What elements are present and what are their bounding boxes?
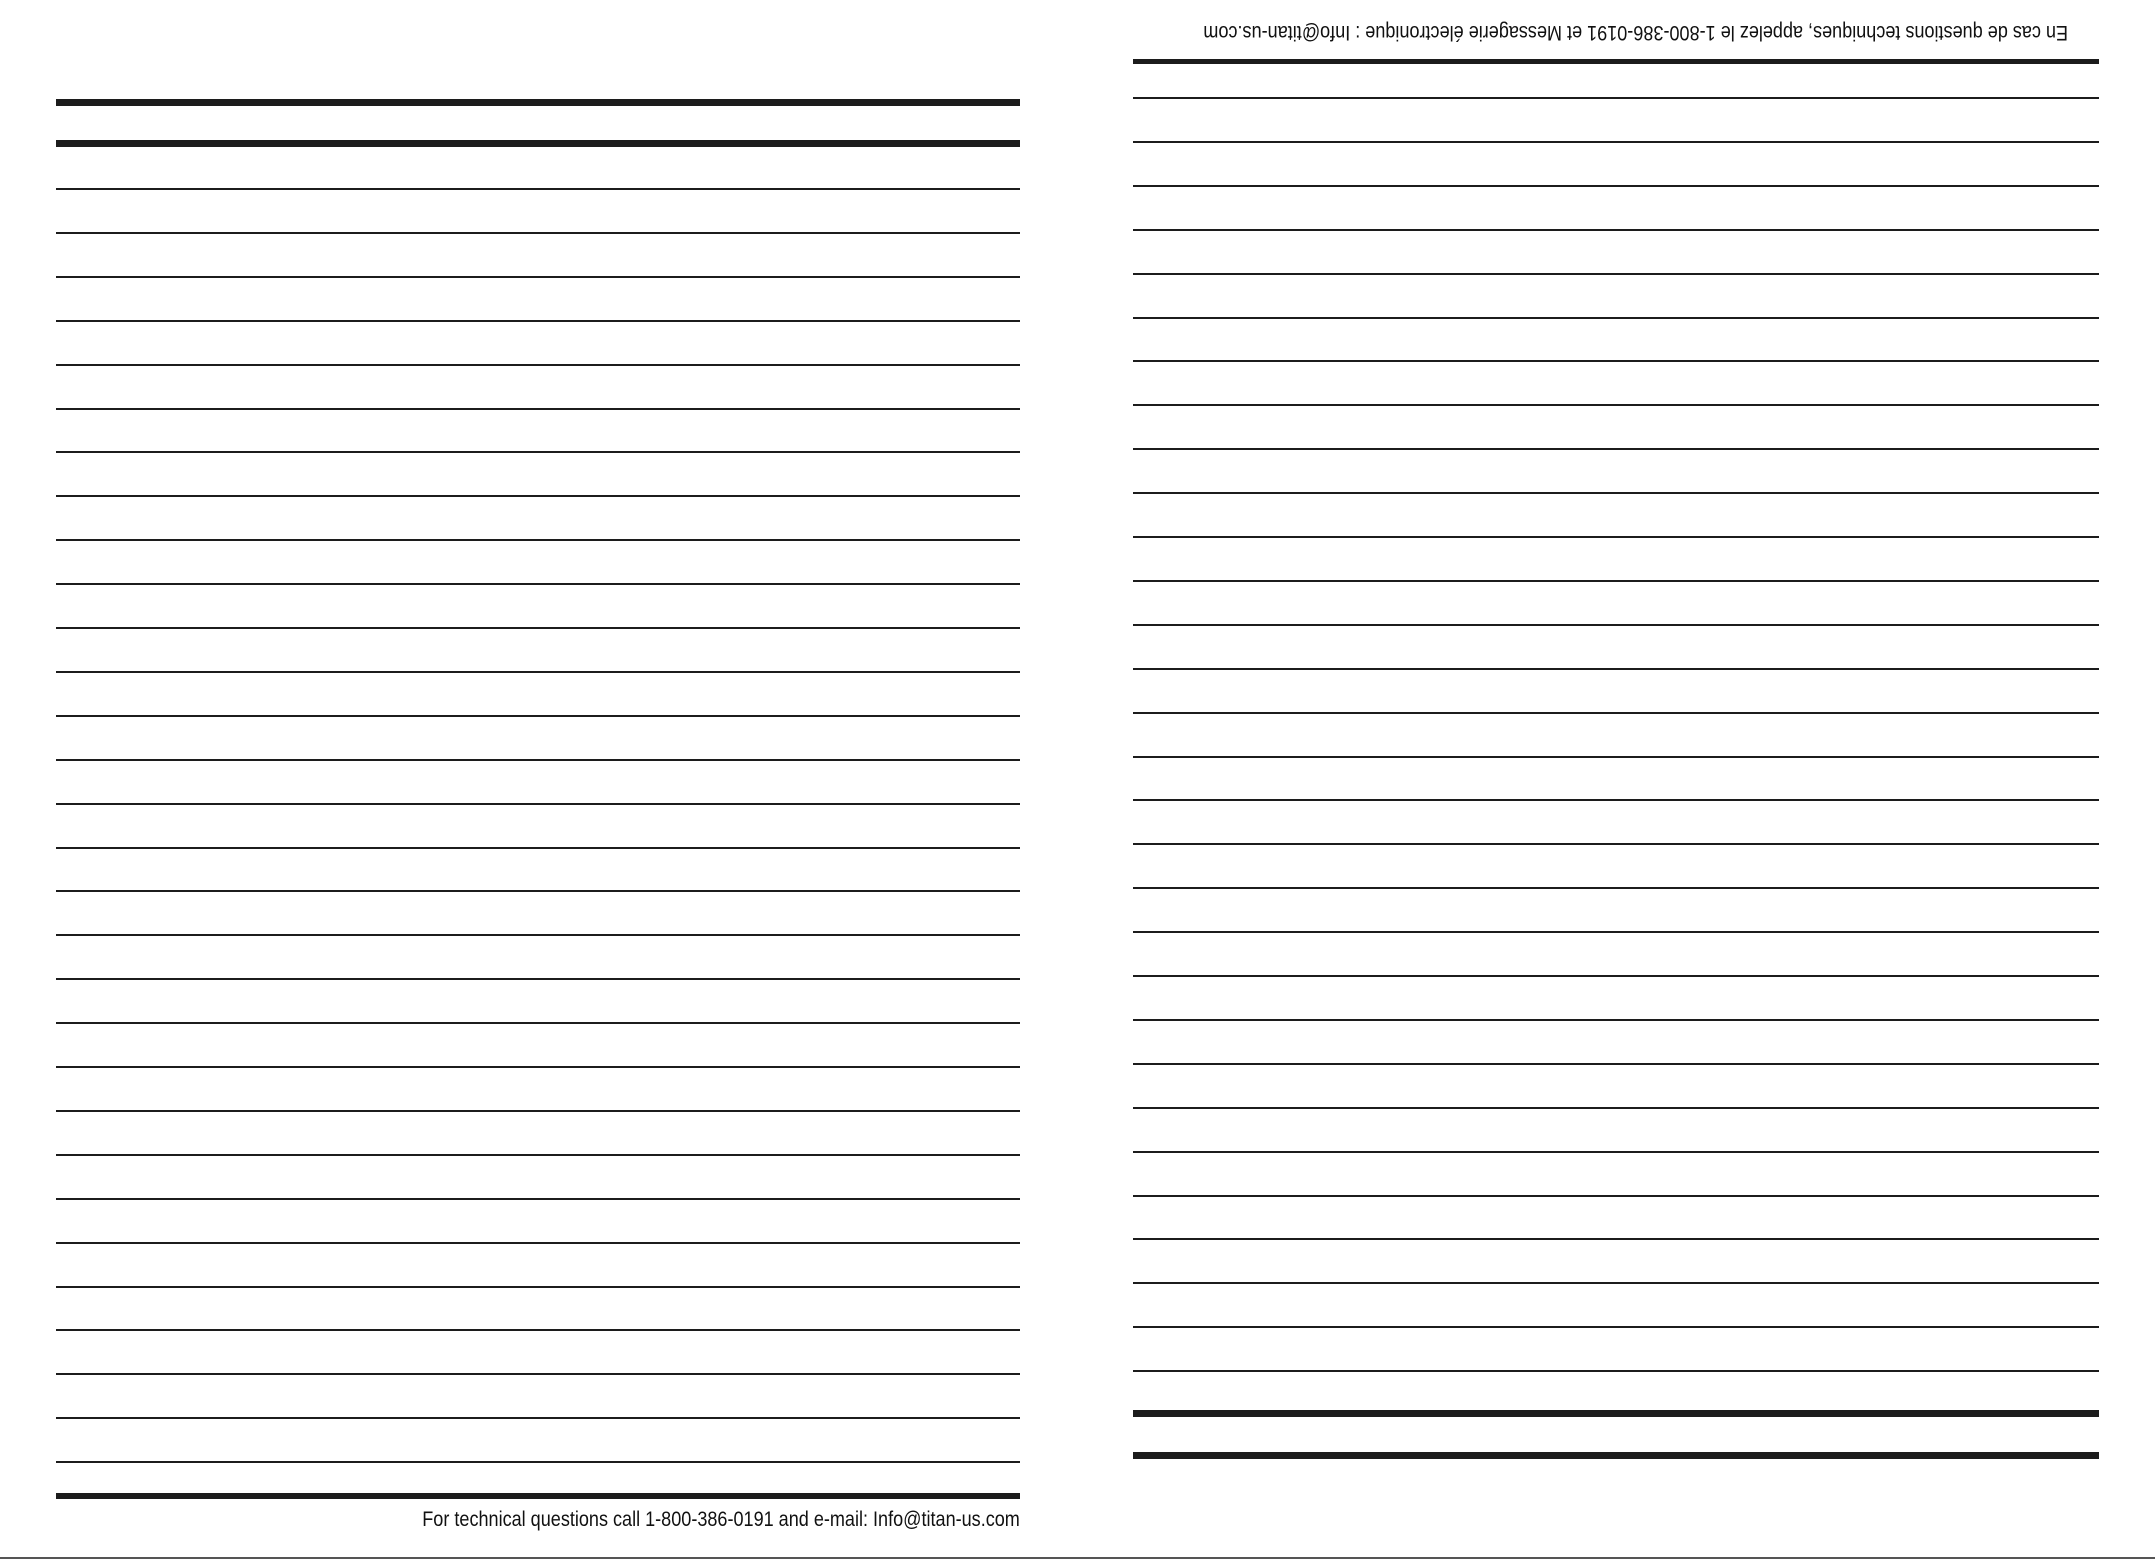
ruled-line [1133,492,2099,494]
ruled-line [56,1461,1020,1463]
ruled-line [1133,1063,2099,1065]
ruled-line [1133,1370,2099,1372]
ruled-line [56,759,1020,761]
thick-rule [1133,59,2099,64]
ruled-line [1133,404,2099,406]
ruled-line [56,627,1020,629]
ruled-line [56,495,1020,497]
ruled-line [1133,668,2099,670]
ruled-line [1133,624,2099,626]
ruled-line [56,364,1020,366]
ruled-line [1133,1151,2099,1153]
thick-rule [1133,1452,2099,1459]
technical-support-header-french: En cas de questions techniques, appelez le 1-800-386-0191 et Messagerie électronique : Info@titan-us.com [1203,21,2069,44]
ruled-line [1133,843,2099,845]
ruled-line [56,1154,1020,1156]
ruled-line [56,978,1020,980]
ruled-line [56,1286,1020,1288]
ruled-line [56,1066,1020,1068]
ruled-line [1133,1107,2099,1109]
ruled-line [56,451,1020,453]
ruled-line [56,232,1020,234]
thick-rule [1133,1410,2099,1417]
thick-rule [56,99,1020,106]
ruled-line [56,715,1020,717]
ruled-line [1133,931,2099,933]
ruled-line [56,583,1020,585]
ruled-line [1133,185,2099,187]
thick-rule [56,140,1020,147]
ruled-line [1133,712,2099,714]
ruled-line [56,1373,1020,1375]
ruled-line [56,847,1020,849]
ruled-line [1133,1019,2099,1021]
ruled-line [56,539,1020,541]
ruled-line [1133,229,2099,231]
ruled-line [1133,360,2099,362]
technical-support-footer: For technical questions call 1-800-386-0191 and e-mail: Info@titan-us.com [422,1508,1020,1531]
ruled-line [1133,97,2099,99]
ruled-line [56,408,1020,410]
ruled-line [56,276,1020,278]
ruled-line [56,890,1020,892]
ruled-line [56,1417,1020,1419]
ruled-line [56,1110,1020,1112]
ruled-line [56,1022,1020,1024]
ruled-line [56,1198,1020,1200]
ruled-line [1133,273,2099,275]
ruled-line [56,803,1020,805]
ruled-line [1133,756,2099,758]
ruled-line [1133,1326,2099,1328]
ruled-line [1133,1195,2099,1197]
ruled-line [1133,799,2099,801]
ruled-line [1133,887,2099,889]
left-notes-page [0,0,1077,1560]
ruled-line [1133,141,2099,143]
upside-down-header-area [1133,18,2099,48]
ruled-line [1133,1238,2099,1240]
ruled-line [1133,317,2099,319]
right-notes-page [1077,0,2154,1560]
page-bottom-border [0,1557,2155,1559]
ruled-line [1133,536,2099,538]
ruled-line [1133,580,2099,582]
ruled-line [56,934,1020,936]
ruled-line [1133,1282,2099,1284]
ruled-line [1133,448,2099,450]
thick-rule [56,1493,1020,1499]
ruled-line [56,1329,1020,1331]
ruled-line [56,671,1020,673]
ruled-line [56,320,1020,322]
ruled-line [1133,975,2099,977]
ruled-line [56,188,1020,190]
ruled-line [56,1242,1020,1244]
